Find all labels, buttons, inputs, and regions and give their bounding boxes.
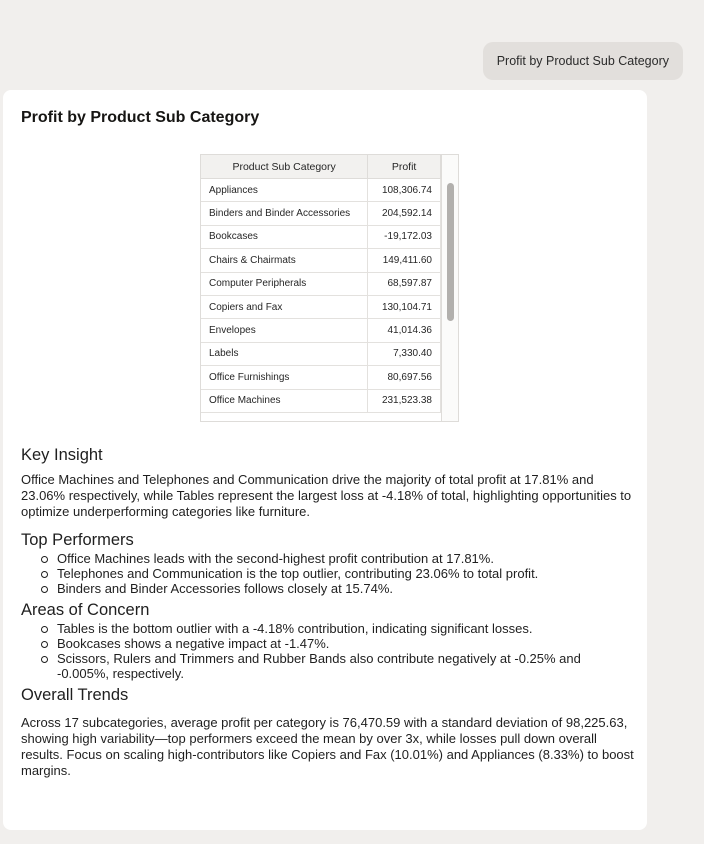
list-item: Telephones and Communication is the top outlier, contributing 23.06% to total profit. (57, 566, 636, 581)
cell-sub-category: Computer Peripherals (201, 272, 368, 295)
cell-profit: 130,104.71 (368, 295, 441, 318)
cell-profit: 80,697.56 (368, 366, 441, 389)
user-message-text: Profit by Product Sub Category (496, 54, 669, 68)
areas-of-concern-heading: Areas of Concern (21, 601, 150, 619)
list-item: Office Machines leads with the second-highest profit contribution at 17.81%. (57, 551, 636, 566)
areas-of-concern-list (21, 621, 636, 681)
column-header-profit[interactable]: Profit (368, 155, 441, 179)
cell-profit: 68,597.87 (368, 272, 441, 295)
table-scrollbar-thumb[interactable] (447, 183, 454, 321)
cell-sub-category: Binders and Binder Accessories (201, 202, 368, 225)
cell-profit: 204,592.14 (368, 202, 441, 225)
cell-sub-category: Copiers and Fax (201, 295, 368, 318)
key-insight-text: Office Machines and Telephones and Communication drive the majority of total profit at 17.81% and 23.06% respectively, while Tables represent the largest loss at -4.18% of total, highlighting opportunities to optimize underperforming categories like furniture. (21, 472, 632, 519)
cell-profit: 108,306.74 (368, 179, 441, 202)
top-performers-heading: Top Performers (21, 531, 134, 549)
table-row[interactable] (201, 249, 441, 272)
table-row[interactable] (201, 342, 441, 365)
response-card (3, 90, 647, 830)
list-item: Binders and Binder Accessories follows closely at 15.74%. (57, 581, 636, 596)
top-performers-list (21, 551, 636, 596)
table-row[interactable] (201, 295, 441, 318)
table-scrollbar[interactable] (441, 155, 458, 421)
list-item: Tables is the bottom outlier with a -4.18% contribution, indicating significant losses. (57, 621, 596, 636)
cell-sub-category: Office Machines (201, 389, 368, 412)
cell-sub-category: Envelopes (201, 319, 368, 342)
cell-profit: 231,523.38 (368, 389, 441, 412)
table-row[interactable] (201, 319, 441, 342)
table-header-row (201, 155, 441, 179)
list-item: Scissors, Rulers and Trimmers and Rubber Bands also contribute negatively at -0.25% and -0.005%, respectively. (57, 651, 596, 681)
cell-profit: 7,330.40 (368, 342, 441, 365)
table-row[interactable] (201, 202, 441, 225)
overall-trends-text: Across 17 subcategories, average profit per category is 76,470.59 with a standard deviation of 98,225.63, showing high variability—top performers exceed the mean by over 3x, while losses pull down overall results. Focus on scaling high-contributors like Copiers and Fax (10.01%) and Appliances (8.33%) to boost margins. (21, 715, 634, 778)
overall-trends-heading: Overall Trends (21, 686, 129, 704)
cell-sub-category: Appliances (201, 179, 368, 202)
table-row[interactable] (201, 179, 441, 202)
cell-sub-category: Office Furnishings (201, 366, 368, 389)
table-row[interactable] (201, 366, 441, 389)
cell-sub-category: Chairs & Chairmats (201, 249, 368, 272)
list-item: Bookcases shows a negative impact at -1.47%. (57, 636, 596, 651)
card-title: Profit by Product Sub Category (21, 109, 260, 126)
table-row[interactable] (201, 389, 441, 412)
cell-profit: 41,014.36 (368, 319, 441, 342)
table-row[interactable] (201, 272, 441, 295)
profit-table[interactable] (200, 154, 459, 422)
cell-profit: -19,172.03 (368, 225, 441, 248)
user-message-bubble (483, 42, 683, 80)
table-row[interactable] (201, 225, 441, 248)
cell-sub-category: Bookcases (201, 225, 368, 248)
key-insight-heading: Key Insight (21, 446, 103, 464)
insights-section (21, 447, 636, 779)
column-header-sub-category[interactable]: Product Sub Category (201, 155, 368, 179)
cell-sub-category: Labels (201, 342, 368, 365)
cell-profit: 149,411.60 (368, 249, 441, 272)
